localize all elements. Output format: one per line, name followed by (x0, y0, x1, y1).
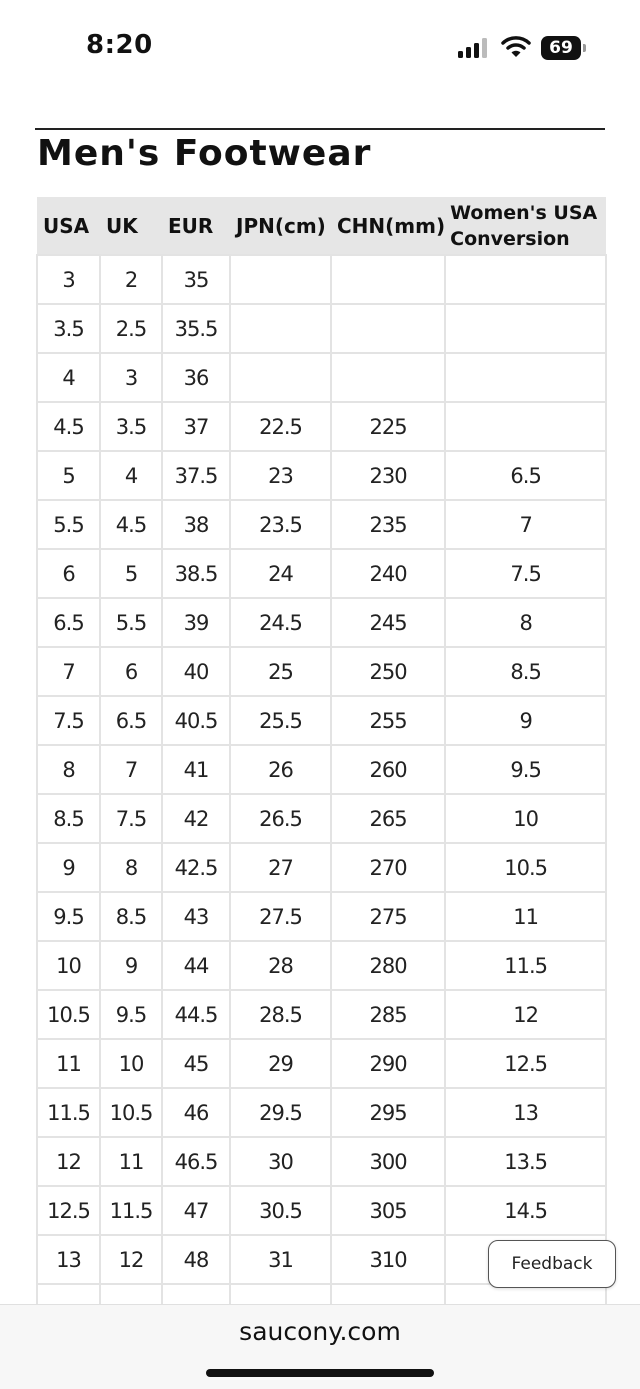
cell-chn: 235 (331, 500, 445, 549)
cell-womens-usa: 13 (445, 1088, 606, 1137)
cell-chn: 255 (331, 696, 445, 745)
cell-uk: 6 (100, 647, 162, 696)
cell-chn: 225 (331, 402, 445, 451)
cell-jpn (230, 353, 331, 402)
status-time: 8:20 (86, 30, 153, 60)
cell-usa (37, 1284, 100, 1304)
page-content (0, 96, 640, 1304)
cell-jpn: 29 (230, 1039, 331, 1088)
cell-womens-usa (445, 353, 606, 402)
cell-usa: 12 (37, 1137, 100, 1186)
cell-usa: 3 (37, 255, 100, 304)
cell-eur: 46 (162, 1088, 230, 1137)
cell-womens-usa: 8 (445, 598, 606, 647)
cell-usa: 4.5 (37, 402, 100, 451)
cell-usa: 6 (37, 549, 100, 598)
cell-uk: 9.5 (100, 990, 162, 1039)
table-row (37, 549, 606, 598)
cell-chn (331, 304, 445, 353)
cell-chn: 280 (331, 941, 445, 990)
cell-uk: 8 (100, 843, 162, 892)
cell-womens-usa: 10.5 (445, 843, 606, 892)
cell-usa: 10.5 (37, 990, 100, 1039)
cell-chn: 240 (331, 549, 445, 598)
wifi-icon (501, 35, 531, 59)
table-row (37, 843, 606, 892)
cell-chn: 290 (331, 1039, 445, 1088)
table-row (37, 794, 606, 843)
cell-uk: 2 (100, 255, 162, 304)
cell-usa: 5.5 (37, 500, 100, 549)
battery-icon (541, 36, 587, 60)
cell-jpn: 24.5 (230, 598, 331, 647)
cell-womens-usa: 9 (445, 696, 606, 745)
cell-chn: 305 (331, 1186, 445, 1235)
cell-womens-usa (445, 255, 606, 304)
header-chn: CHN(mm) (331, 197, 445, 255)
address-bar-url[interactable]: saucony.com (239, 1317, 401, 1346)
cell-usa: 9.5 (37, 892, 100, 941)
cell-chn (331, 255, 445, 304)
cell-usa: 11 (37, 1039, 100, 1088)
header-womens-usa: Women's USA Conversion (445, 197, 606, 255)
cell-usa: 6.5 (37, 598, 100, 647)
cell-eur: 48 (162, 1235, 230, 1284)
cell-womens-usa: 11 (445, 892, 606, 941)
cell-eur: 47 (162, 1186, 230, 1235)
cell-eur (162, 1284, 230, 1304)
table-row (37, 1186, 606, 1235)
cell-jpn: 30 (230, 1137, 331, 1186)
cell-eur: 46.5 (162, 1137, 230, 1186)
cell-uk: 12 (100, 1235, 162, 1284)
table-body (37, 255, 606, 1304)
cell-uk: 7 (100, 745, 162, 794)
cell-chn: 260 (331, 745, 445, 794)
table-row (37, 304, 606, 353)
cell-eur: 45 (162, 1039, 230, 1088)
cell-uk: 5.5 (100, 598, 162, 647)
cell-jpn: 25.5 (230, 696, 331, 745)
cell-jpn: 29.5 (230, 1088, 331, 1137)
cell-womens-usa: 7.5 (445, 549, 606, 598)
cell-uk: 5 (100, 549, 162, 598)
cell-usa: 8.5 (37, 794, 100, 843)
home-indicator (206, 1369, 434, 1377)
cell-eur: 35 (162, 255, 230, 304)
cell-uk: 3.5 (100, 402, 162, 451)
cell-uk: 9 (100, 941, 162, 990)
cell-womens-usa: 14.5 (445, 1186, 606, 1235)
cell-uk: 2.5 (100, 304, 162, 353)
cell-uk: 11.5 (100, 1186, 162, 1235)
cell-eur: 38 (162, 500, 230, 549)
cell-eur: 43 (162, 892, 230, 941)
cell-usa: 10 (37, 941, 100, 990)
cell-chn: 285 (331, 990, 445, 1039)
cell-jpn: 26.5 (230, 794, 331, 843)
cell-eur: 39 (162, 598, 230, 647)
table-row (37, 696, 606, 745)
table-row (37, 402, 606, 451)
cell-uk: 8.5 (100, 892, 162, 941)
cell-jpn: 23.5 (230, 500, 331, 549)
cell-womens-usa: 10 (445, 794, 606, 843)
cell-chn (331, 1284, 445, 1304)
cell-jpn: 26 (230, 745, 331, 794)
cell-uk: 11 (100, 1137, 162, 1186)
cell-jpn: 24 (230, 549, 331, 598)
cell-usa: 7 (37, 647, 100, 696)
cell-usa: 13 (37, 1235, 100, 1284)
header-eur: EUR (162, 197, 230, 255)
cell-usa: 4 (37, 353, 100, 402)
cell-uk: 3 (100, 353, 162, 402)
browser-bottom-bar (0, 1304, 640, 1389)
page-title: Men's Footwear (37, 133, 372, 174)
cell-jpn: 27 (230, 843, 331, 892)
table-row (37, 1088, 606, 1137)
cell-womens-usa: 11.5 (445, 941, 606, 990)
table-row (37, 598, 606, 647)
cell-eur: 37 (162, 402, 230, 451)
cell-chn: 295 (331, 1088, 445, 1137)
cell-jpn: 28 (230, 941, 331, 990)
table-header-row (37, 197, 606, 255)
cell-jpn (230, 255, 331, 304)
cell-chn (331, 353, 445, 402)
size-chart-table (36, 197, 607, 1304)
cell-eur: 41 (162, 745, 230, 794)
cell-jpn: 22.5 (230, 402, 331, 451)
cell-womens-usa (445, 402, 606, 451)
cell-jpn: 23 (230, 451, 331, 500)
status-bar (0, 0, 640, 96)
cell-uk (100, 1284, 162, 1304)
table-row (37, 892, 606, 941)
cell-chn: 275 (331, 892, 445, 941)
cell-usa: 5 (37, 451, 100, 500)
cell-jpn: 28.5 (230, 990, 331, 1039)
cell-womens-usa: 6.5 (445, 451, 606, 500)
table-row (37, 941, 606, 990)
cell-eur: 38.5 (162, 549, 230, 598)
battery-level: 69 (549, 38, 573, 58)
cell-chn: 265 (331, 794, 445, 843)
header-jpn: JPN(cm) (230, 197, 331, 255)
header-uk: UK (100, 197, 162, 255)
cell-chn: 270 (331, 843, 445, 892)
header-usa: USA (37, 197, 100, 255)
table-row (37, 647, 606, 696)
cell-uk: 10.5 (100, 1088, 162, 1137)
table-row (37, 1137, 606, 1186)
cell-eur: 44 (162, 941, 230, 990)
cell-uk: 7.5 (100, 794, 162, 843)
cell-womens-usa: 12 (445, 990, 606, 1039)
table-row (37, 500, 606, 549)
cell-usa: 9 (37, 843, 100, 892)
cell-usa: 12.5 (37, 1186, 100, 1235)
cell-eur: 40 (162, 647, 230, 696)
cell-chn: 300 (331, 1137, 445, 1186)
cell-uk: 10 (100, 1039, 162, 1088)
cell-womens-usa: 12.5 (445, 1039, 606, 1088)
cell-usa: 7.5 (37, 696, 100, 745)
table-row (37, 451, 606, 500)
table-row (37, 990, 606, 1039)
cell-chn: 230 (331, 451, 445, 500)
cell-eur: 42.5 (162, 843, 230, 892)
cell-jpn: 30.5 (230, 1186, 331, 1235)
cell-chn: 250 (331, 647, 445, 696)
cell-usa: 11.5 (37, 1088, 100, 1137)
cell-eur: 35.5 (162, 304, 230, 353)
cell-eur: 36 (162, 353, 230, 402)
cell-womens-usa: 13.5 (445, 1137, 606, 1186)
signal-icon (458, 38, 490, 58)
cell-eur: 40.5 (162, 696, 230, 745)
cell-usa: 8 (37, 745, 100, 794)
cell-jpn: 31 (230, 1235, 331, 1284)
cell-uk: 4.5 (100, 500, 162, 549)
cell-usa: 3.5 (37, 304, 100, 353)
table-row (37, 745, 606, 794)
cell-jpn (230, 304, 331, 353)
cell-jpn: 27.5 (230, 892, 331, 941)
cell-jpn: 25 (230, 647, 331, 696)
cell-uk: 4 (100, 451, 162, 500)
cell-chn: 310 (331, 1235, 445, 1284)
cell-eur: 37.5 (162, 451, 230, 500)
table-row (37, 1039, 606, 1088)
table-row (37, 353, 606, 402)
cell-jpn (230, 1284, 331, 1304)
cell-eur: 44.5 (162, 990, 230, 1039)
feedback-button[interactable]: Feedback (488, 1240, 616, 1288)
cell-eur: 42 (162, 794, 230, 843)
cell-uk: 6.5 (100, 696, 162, 745)
cell-womens-usa: 9.5 (445, 745, 606, 794)
cell-womens-usa: 7 (445, 500, 606, 549)
title-divider (35, 128, 605, 130)
cell-chn: 245 (331, 598, 445, 647)
cell-womens-usa: 8.5 (445, 647, 606, 696)
cell-womens-usa (445, 304, 606, 353)
table-row (37, 255, 606, 304)
